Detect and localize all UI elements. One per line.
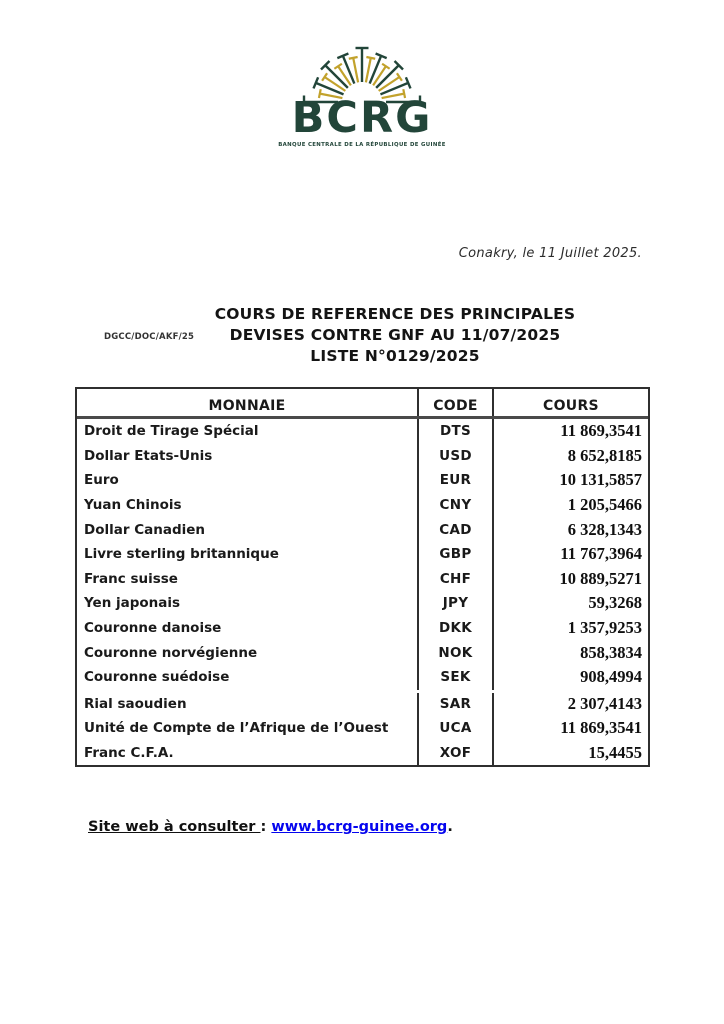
cours-cell: 11 767,3964	[560, 544, 642, 564]
cours-cell: 6 328,1343	[567, 519, 642, 539]
table-row	[77, 493, 648, 518]
cours-cell: 1 205,5466	[567, 495, 642, 515]
exchange-rate-table	[75, 387, 650, 767]
monnaie-cell: Couronne danoise	[84, 620, 222, 637]
table-row	[77, 616, 648, 641]
monnaie-cell: Rial saoudien	[84, 696, 187, 713]
table-row	[77, 665, 648, 690]
title-line-3: LISTE N°0129/2025	[310, 347, 480, 365]
monnaie-cell: Dollar Canadien	[84, 521, 205, 538]
website-link[interactable]: www.bcrg-guinee.org	[271, 819, 448, 835]
logo-tagline: BANQUE CENTRALE DE LA RÉPUBLIQUE DE GUINÉE	[278, 142, 446, 148]
table-row	[77, 567, 648, 592]
cours-cell: 8 652,8185	[567, 445, 642, 465]
cours-cell: 2 307,4143	[567, 694, 642, 714]
cours-cell: 59,3268	[588, 593, 642, 613]
monnaie-cell: Dollar Etats-Unis	[84, 447, 213, 464]
code-cell: CHF	[417, 567, 494, 592]
footer-separator: :	[260, 819, 272, 835]
monnaie-cell: Franc suisse	[84, 570, 178, 587]
code-cell: XOF	[417, 741, 494, 766]
code-cell: SEK	[417, 665, 494, 690]
reference-code: DGCC/DOC/AKF/25	[104, 332, 195, 342]
code-cell: CNY	[417, 493, 494, 518]
logo-acronym: BCRG	[291, 93, 433, 143]
table-row	[77, 517, 648, 542]
website-label: Site web à consulter	[88, 819, 261, 835]
table-row	[77, 741, 648, 766]
cours-cell: 15,4455	[588, 743, 642, 763]
monnaie-cell: Droit de Tirage Spécial	[84, 423, 259, 440]
header-code: CODE	[417, 389, 494, 416]
cours-cell: 10 889,5271	[559, 568, 642, 588]
monnaie-cell: Euro	[84, 472, 119, 489]
monnaie-cell: Couronne norvégienne	[84, 644, 258, 661]
monnaie-cell: Yen japonais	[84, 595, 181, 612]
cours-cell: 908,4994	[580, 667, 642, 687]
table-row	[77, 468, 648, 493]
table-row	[77, 419, 648, 444]
date-line: Conakry, le 11 Juillet 2025.	[458, 246, 642, 261]
header-cours: COURS	[543, 398, 599, 414]
code-cell: NOK	[417, 640, 494, 665]
title-line-1: COURS DE REFERENCE DES PRINCIPALES	[214, 305, 576, 323]
code-cell: SAR	[417, 693, 494, 717]
monnaie-cell: Franc C.F.A.	[84, 745, 174, 762]
code-cell: USD	[417, 444, 494, 469]
table-body	[77, 419, 648, 765]
cours-cell: 11 869,3541	[560, 421, 642, 441]
code-cell: DKK	[417, 616, 494, 641]
table-row	[77, 591, 648, 616]
cours-cell: 10 131,5857	[559, 470, 642, 490]
footer	[88, 819, 453, 835]
table-row	[77, 693, 648, 717]
header-monnaie: MONNAIE	[208, 398, 286, 414]
monnaie-cell: Yuan Chinois	[84, 497, 182, 514]
code-cell: UCA	[417, 716, 494, 741]
table-row	[77, 716, 648, 741]
table-row	[77, 444, 648, 469]
code-cell: EUR	[417, 468, 494, 493]
code-cell: CAD	[417, 517, 494, 542]
monnaie-cell: Unité de Compte de l’Afrique de l’Ouest	[84, 720, 389, 737]
footer-period: .	[447, 819, 453, 835]
bcrg-logo	[0, 42, 724, 148]
cours-cell: 1 357,9253	[567, 618, 642, 638]
cours-cell: 11 869,3541	[560, 718, 642, 738]
title-line-2: DEVISES CONTRE GNF AU 11/07/2025	[229, 326, 561, 344]
cours-cell: 858,3834	[580, 642, 642, 662]
document-title	[145, 304, 645, 367]
table-row	[77, 640, 648, 665]
code-cell: JPY	[417, 591, 494, 616]
table-row	[77, 542, 648, 567]
monnaie-cell: Livre sterling britannique	[84, 546, 279, 563]
code-cell: DTS	[417, 419, 494, 444]
code-cell: GBP	[417, 542, 494, 567]
monnaie-cell: Couronne suédoise	[84, 669, 230, 686]
table-header-row	[77, 389, 648, 419]
